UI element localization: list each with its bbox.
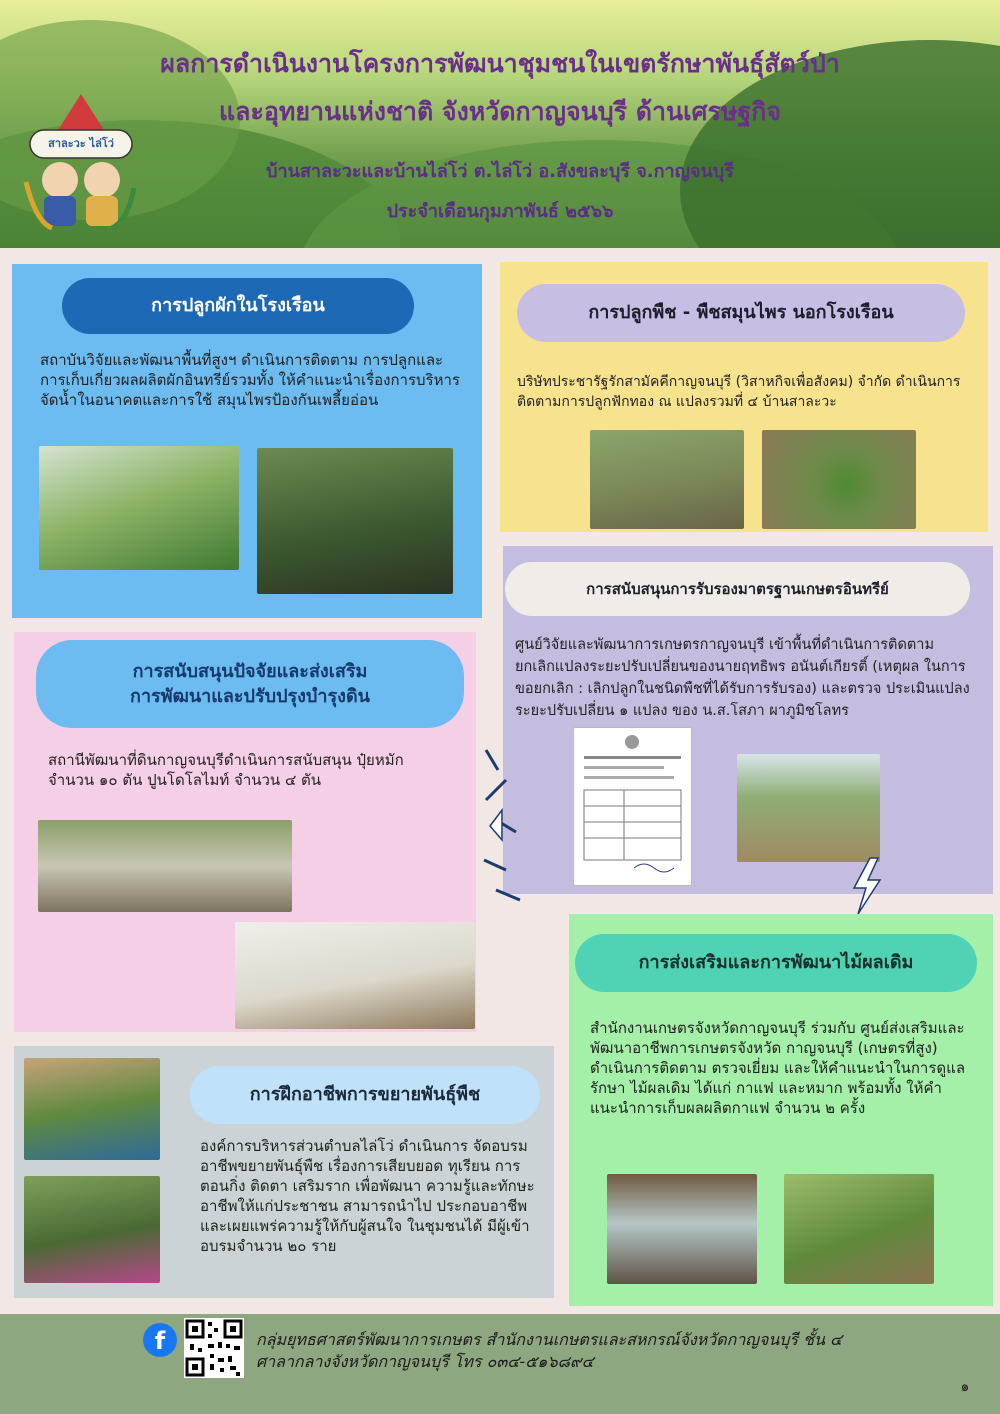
training-photo-1: [24, 1058, 160, 1160]
herbs-photo-1: [590, 430, 744, 529]
organic-title: การสนับสนุนการรับรองมาตรฐานเกษตรอินทรีย์: [505, 562, 970, 616]
soil-title-line2: การพัฒนาและปรับปรุงบำรุงดิน: [130, 686, 370, 707]
herbs-text: บริษัทประชารัฐรักสามัคคีกาญจนบุรี (วิสาหกิจเพื่อสังคม) จำกัด ดำเนินการติดตามการปลูกฟักทอง ณ แปลงรวมที่ ๔ บ้านสาละวะ: [517, 374, 961, 410]
logo-text: สาละวะ ไล่โว่: [48, 137, 114, 150]
page-title-line1: ผลการดำเนินงานโครงการพัฒนาชุมชนในเขตรักษาพันธุ์สัตว์ป่า: [160, 49, 840, 78]
page-subtitle-location: บ้านสาละวะและบ้านไล่โว่ ต.ไล่โว่ อ.สังขละบุรี จ.กาญจนบุรี: [266, 161, 734, 182]
training-photo-2: [24, 1176, 160, 1283]
fruit-title: การส่งเสริมและการพัฒนาไม้ผลเดิม: [575, 934, 977, 992]
training-title: การฝึกอาชีพการขยายพันธุ์พืช: [190, 1066, 540, 1124]
organic-document-photo: [573, 727, 692, 886]
organic-text: ศูนย์วิจัยและพัฒนาการเกษตรกาญจนบุรี เข้าพื้นที่ดำเนินการติดตาม ยกเลิกแปลงระยะปรับเปลี่ยนของนายฤทธิพร อนันต์เกียรติ์ (เหตุผล ในการขอยกเลิก : เลิกปลูกในชนิดพืชที่ได้รับการรับรอง) และตรวจ ประเมินแปลงระยะปรับเปลี่ยน ๑ แปลง ของ น.ส.โสภา ผาภูมิชโลทร: [515, 637, 970, 719]
facebook-icon-glyph: f: [154, 1327, 166, 1355]
herbs-title: การปลูกพืช - พืชสมุนไพร นอกโรงเรือน: [517, 284, 965, 342]
soil-photo-1: [38, 820, 292, 912]
herbs-photo-2: [762, 430, 916, 529]
footer-address-line1: กลุ่มยุทธศาสตร์พัฒนาการเกษตร สำนักงานเกษตรและสหกรณ์จังหวัดกาญจนบุรี ชั้น ๔: [256, 1330, 843, 1349]
facebook-icon[interactable]: [143, 1323, 177, 1357]
fruit-text: สำนักงานเกษตรจังหวัดกาญจนบุรี ร่วมกับ ศูนย์ส่งเสริมและพัฒนาอาชีพการเกษตรจังหวัด กาญจนบุรี (เกษตรที่สูง) ดำเนินการติดตาม ตรวจเยี่ยม และให้คำแนะนำในการดูแลรักษา ไม้ผลเดิม ได้แก่ กาแฟ และหมาก พร้อมทั้ง ให้คำแนะนำการเก็บผลผลิตกาแฟ จำนวน ๒ ครั้ง: [590, 1019, 966, 1117]
greenhouse-photo-2: [257, 448, 453, 594]
soil-title: [36, 640, 464, 728]
soil-text: สถานีพัฒนาที่ดินกาญจนบุรีดำเนินการสนับสนุน ปุ๋ยหมัก จำนวน ๑๐ ตัน ปูนโดโลไมท์ จำนวน ๔ ตัน: [48, 751, 404, 789]
training-text: องค์การบริหารส่วนตำบลไล่โว่ ดำเนินการ จัดอบรมอาชีพขยายพันธุ์พืช เรื่องการเสียบยอด ทุเรียน การตอนกิ่ง ติดตา เสริมราก เพื่อพัฒนา ความรู้และทักษะอาชีพให้แก่ประชาชน สามารถนำไป ประกอบอาชีพและเผยแพร่ความรู้ให้กับผู้สนใจ ในชุมชนได้ มีผู้เข้าอบรมจำนวน ๒๐ ราย: [200, 1137, 535, 1255]
greenhouse-photo-1: [39, 446, 239, 570]
lightning-decoration: [846, 856, 886, 916]
footer-address-line2: ศาลากลางจังหวัดกาญจนบุรี โทร ๐๓๔-๕๑๖๘๙๔: [256, 1352, 594, 1371]
soil-title-line1: การสนับสนุนปัจจัยและส่งเสริม: [132, 660, 368, 682]
greenhouse-text: สถาบันวิจัยและพัฒนาพื้นที่สูงฯ ดำเนินการติดตาม การปลูกและการเก็บเกี่ยวผลผลิตผักอินทรีย์รวมทั้ง ให้คำแนะนำเรื่องการบริหารจัดน้ำในอนาคตและการใช้ สมุนไพรป้องกันเพลี้ยอ่อน: [40, 351, 460, 409]
sparkle-decoration: [476, 740, 536, 910]
page-subtitle-month: ประจำเดือนกุมภาพันธ์ ๒๕๖๖: [386, 201, 614, 222]
organic-field-photo: [737, 754, 880, 862]
fruit-photo-1: [607, 1174, 757, 1284]
greenhouse-title: การปลูกผักในโรงเรือน: [62, 278, 414, 334]
fruit-photo-2: [784, 1174, 934, 1284]
page-number: ๑: [960, 1379, 970, 1395]
qr-code-icon[interactable]: [184, 1318, 244, 1378]
soil-photo-2: [235, 922, 475, 1029]
page-title-line2: และอุทยานแห่งชาติ จังหวัดกาญจนบุรี ด้านเศรษฐกิจ: [219, 97, 781, 126]
